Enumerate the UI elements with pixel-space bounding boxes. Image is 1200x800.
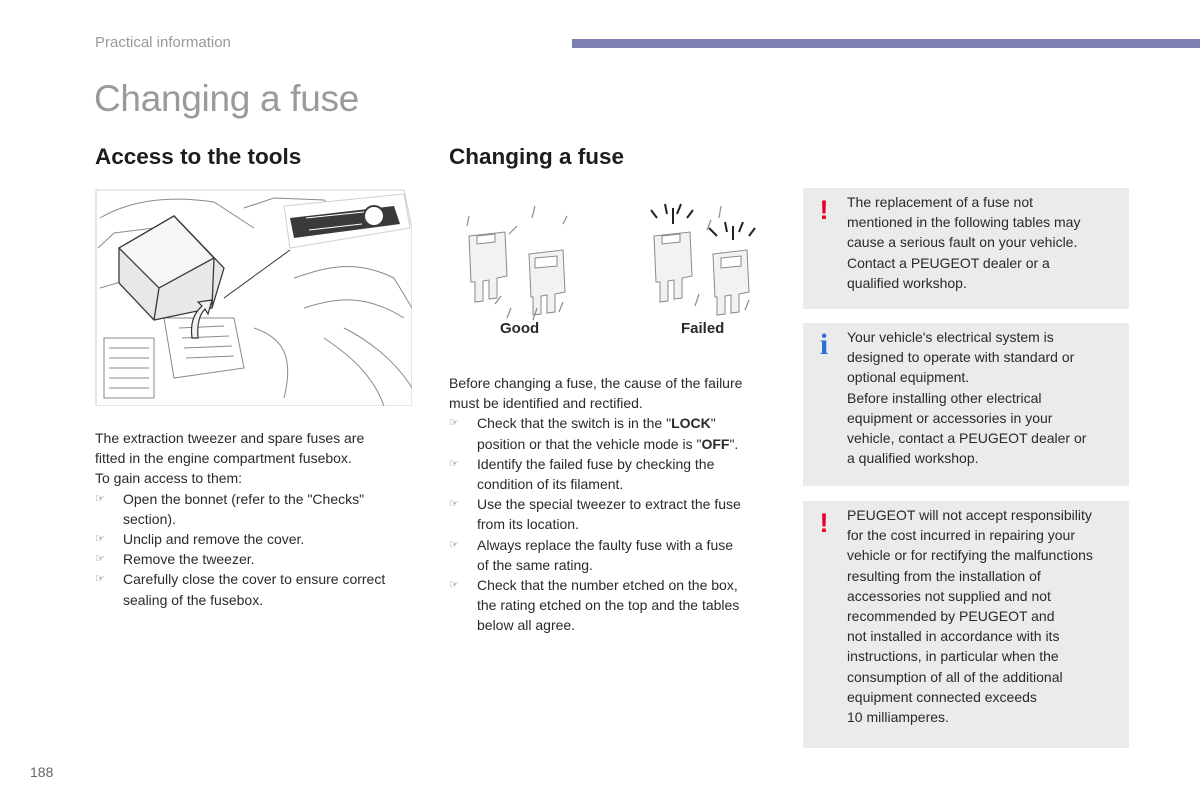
fuse-failed-label: Failed [681, 320, 725, 337]
list-item: ☞ Check that the number etched on the box, the rating etched on the top and the tables below all agree. [449, 577, 740, 634]
pointing-hand-icon: ☞ [449, 538, 459, 551]
intro-line: The extraction tweezer and spare fuses are [95, 430, 365, 446]
page-title: Changing a fuse [94, 78, 359, 119]
note-text: The replacement of a fuse not mentioned in the following tables may cause a serious fault on your vehicle. Contact a PEUGEOT dealer or a qualified workshop. [847, 194, 1081, 291]
list-item: ☞ Open the bonnet (refer to the "Checks" section). [95, 490, 365, 527]
intro-line: Before changing a fuse, the cause of the failure [449, 375, 743, 391]
list-item: ☞ Use the special tweezer to extract the fuse from its location. [449, 496, 741, 533]
changing-fuse-heading: Changing a fuse [449, 144, 625, 169]
pointing-hand-icon: ☞ [449, 457, 459, 470]
pointing-hand-icon: ☞ [95, 492, 105, 505]
fuse-good-label: Good [500, 320, 540, 337]
fuse-comparison-illustration [449, 196, 779, 346]
pointing-hand-icon: ☞ [95, 573, 105, 586]
access-tools-heading: Access to the tools [95, 144, 302, 169]
access-tools-text [95, 428, 425, 610]
list-item: ☞ Unclip and remove the cover. [95, 529, 425, 549]
info-icon: i [819, 328, 829, 361]
access-steps-list [95, 489, 425, 610]
pointing-hand-icon: ☞ [449, 579, 459, 592]
pointing-hand-icon: ☞ [95, 533, 105, 546]
section-label: Practical information [95, 34, 231, 51]
warning-icon: ! [819, 508, 829, 538]
changing-fuse-text [449, 373, 784, 636]
list-item: ☞ Check that the switch is in the "LOCK" position or that the vehicle mode is "OFF". [449, 415, 739, 452]
note-text: PEUGEOT will not accept responsibility for the cost incurred in repairing your vehicle or for rectifying the malfunctions resulting from the installation of accessories not supplied and not recommended by PEUGEOT and not installed in accordance with its instructions, in particular when the consumption of all of the additional equipment connected exceeds 10 milliamperes. [847, 507, 1093, 726]
lock-keyword: LOCK [671, 415, 711, 432]
intro-line: must be identified and rectified. [449, 395, 643, 412]
warning-note-responsibility [803, 501, 1129, 748]
info-note-electrical-system [803, 323, 1129, 486]
pointing-hand-icon: ☞ [95, 553, 105, 566]
intro-line: To gain access to them: [95, 470, 243, 487]
pointing-hand-icon: ☞ [449, 417, 459, 430]
list-item: ☞ Remove the tweezer. [95, 549, 425, 569]
pointing-hand-icon: ☞ [449, 498, 459, 511]
header-bar [572, 39, 1200, 48]
engine-fusebox-illustration [94, 188, 412, 406]
note-text: Your vehicle's electrical system is designed to operate with standard or optional equipment. Before installing other electrical equipment or accessories in your vehicle, contact a PEUGEOT dealer or a qualified workshop. [847, 329, 1087, 467]
intro-line: fitted in the engine compartment fusebox. [95, 450, 352, 467]
warning-icon: ! [819, 195, 829, 225]
list-item: ☞ Carefully close the cover to ensure correct sealing of the fusebox. [95, 571, 386, 608]
off-keyword: OFF [701, 435, 730, 452]
page-number: 188 [30, 764, 54, 780]
warning-note-fuse-replacement [803, 188, 1129, 309]
list-item: ☞ Always replace the faulty fuse with a fuse of the same rating. [449, 536, 734, 573]
changing-steps-list [449, 413, 784, 635]
list-item: ☞ Identify the failed fuse by checking the condition of its filament. [449, 455, 715, 493]
